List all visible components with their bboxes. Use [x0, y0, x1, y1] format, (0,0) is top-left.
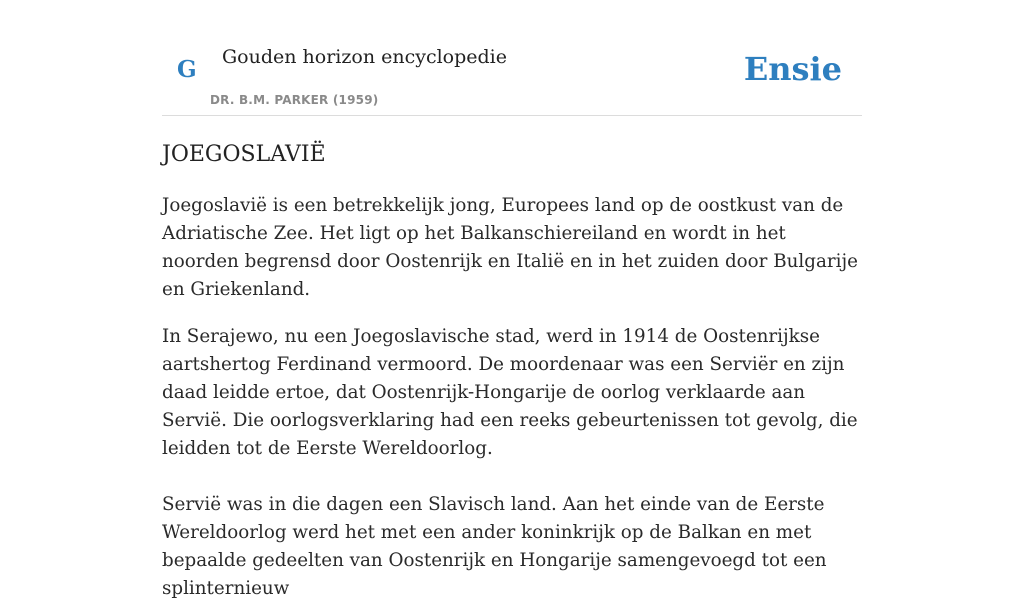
brand-logo-link[interactable]: Ensie: [743, 50, 842, 88]
article-paragraph-3: Servië was in die dagen een Slavisch land. Aan het einde van de Eerste Wereldoorlog werd het met een ander koninkrijk op de Balkan en met bepaalde gedeelten van Oostenrijk en Hongarije samengevoegd tot een splinternieuw: [162, 494, 827, 599]
page-header: [162, 0, 862, 116]
article-title: JOEGOSLAVIË: [162, 142, 326, 167]
article-paragraph-1: Joegoslavië is een betrekkelijk jong, Europees land op de oostkust van de Adriatische Zee. Het ligt op het Balkanschiereiland en wordt in het noorden begrensd door Oostenrijk en Italië en in het zuiden door Bulgarije en Griekenland.: [162, 195, 858, 300]
book-author: DR. B.M. PARKER (1959): [210, 93, 379, 107]
article-body: [162, 138, 867, 603]
book-logo[interactable]: G: [177, 56, 197, 83]
article-paragraph-2: In Serajewo, nu een Joegoslavische stad, werd in 1914 de Oostenrijkse aartshertog Ferdinand vermoord. De moordenaar was een Serviër en zijn daad leidde ertoe, dat Oostenrijk-Hongarije de oorlog verklaarde aan Servië. Die oorlogsverklaring had een reeks gebeurtenissen tot gevolg, die leidden tot de Eerste Wereldoorlog.: [162, 326, 858, 459]
book-title[interactable]: Gouden horizon encyclopedie: [222, 46, 507, 68]
